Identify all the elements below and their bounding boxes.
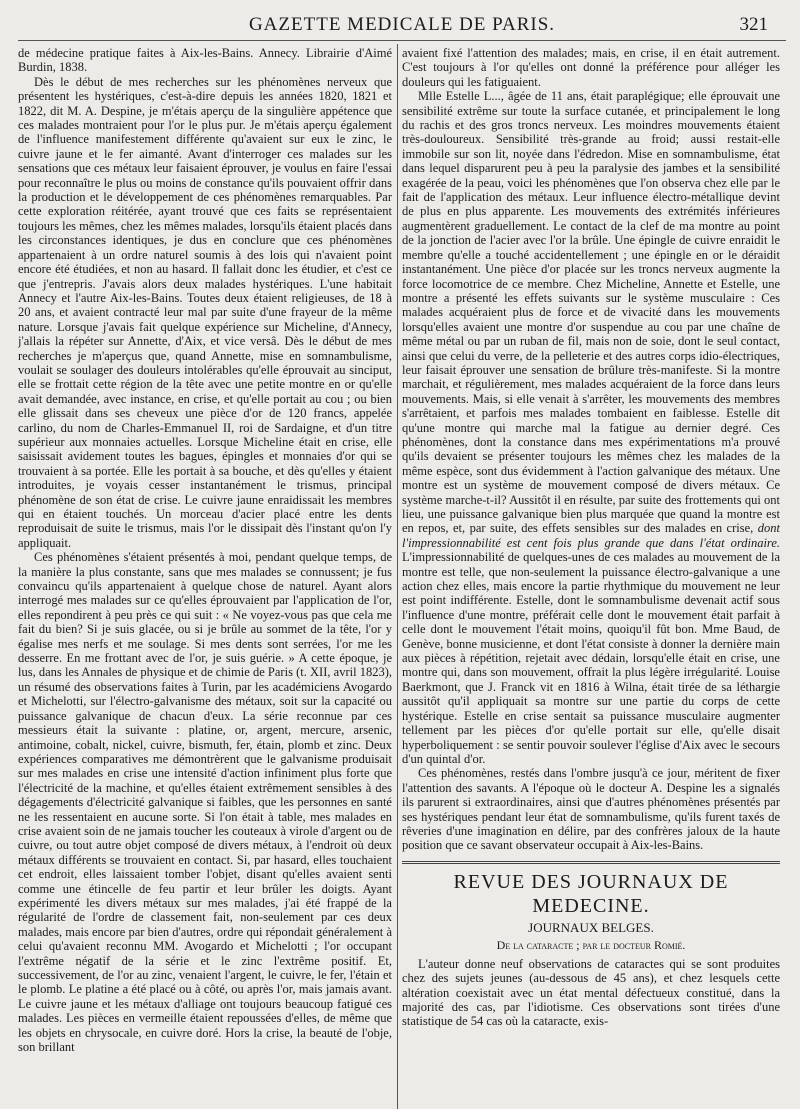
paragraph: L'auteur donne neuf observations de cataractes qui se sont produites chez des sujets jeunes (au-dessous de 45 ans), et chez lesquels cette altération coexistait avec un état mental défectueux constitué, dans la majorité des cas, par l'idiotisme. Ces observations sont tirées d'une statistique de 54 cas où la cataracte, exis- — [402, 956, 780, 1029]
paragraph: Ces phénomènes, restés dans l'ombre jusqu'à ce jour, méritent de fixer l'attention des savants. A l'époque où le docteur A. Despine les a signalés ils parurent si extraordinaires, ainsi que d'autres phénomènes présentés par ses hystériques pendant leur état de somnambulisme, qu'ils furent taxés de rêveries d'une imagination en délire, par des confrères jaloux de la haute position que ce savant observateur occupait à Aix-les-Bains. — [402, 766, 780, 853]
paragraph — [402, 89, 780, 766]
page-number: 321 — [739, 14, 768, 35]
paragraph-text: L'impressionnabilité de quelques-unes de ces malades au mouvement de la montre est telle, que non-seulement la puissance électro-galvanique a une action chez elles, mais encore la partie rhythmique du mouvement ne leur est point indifférente. Estelle, dont le somnambulisme devenait actif sous l'influence d'une montre, préférait celle dont le mouvement était parfait à celle dont le mouvement l'était moins, quoiqu'il fût bon. Mme Baud, de Genève, bonne musicienne, et dont l'état consiste à donner la dernière main aux pièces à répétition, rejetait avec dédain, lorsqu'elle était en crise, une montre qui, dans son mouvement, offrait la plus légère irrégularité. Louise Baerkmont, que J. Franck vit en 1816 à Wilna, était tirée de sa léthargie aussitôt qu'il appliquait sa montre sur une partie du corps de cette hystérique. Estelle en crise sentait sa puissance musculaire augmenter tellement par les pièces d'or qu'elle portait sur elle, qu'elle disait hyperboliquement : se sentir pouvoir soulever l'église d'Aix avec le secours d'un quintal d'or. — [402, 550, 780, 766]
paragraph-text: Mlle Estelle L..., âgée de 11 ans, était paraplégique; elle éprouvait une sensibilité extrême sur toute la surface cutanée, et principalement le long du rachis et des gros troncs nerveux. Les moindres mouvements étaient très-douloureux. Sensibilité très-grande au froid; aussi restait-elle immobile sur son lit, noyée dans l'édredon. Mise en somnambulisme, état dans lequel disparurent peu à peu la paralysie des jambes et la sensibilité exagérée de la peau, voici les phénomènes que l'on observa chez elle par le fait de l'application des métaux. Leur influence électro-métallique devint de plus en plus apparente. Les mouvements des extrémités inférieures augmentèrent graduellement. Le contact de la clef de ma montre au point de la jonction de l'acier avec l'or la brûle. Une épingle de cuivre enraidit le membre qu'elle a touché accidentellement ; une épingle en or le déraidit instantanément. Une pièce d'or placée sur les troncs nerveux augmente la force locomotrice de ce membre. Chez Micheline, Annette et Estelle, une montre a présenté les effets suivants sur le système musculaire : Ces malades acquéraient plus de force et de vivacité dans les mouvements lorsqu'elles avaient une montre d'or suspendue au cou par une chaîne de même métal ou par un ruban de fil, mais non de soie, dont le seul contact, ainsi que celui du verre, de la pelleterie et des autres corps idio-électriques, leur faisait éprouver une sensation de brûlure très-manifeste. Si la montre marchait, et régulièrement, mes malades acquéraient de la force dans leurs mouvements. Mais, si elle venait à s'arrêter, les mouvements des membres s'arrêtaient, et parfois mes malades tombaient en faiblesse. Estelle dit qu'une montre qui marche mal la fatigue au dernier degré. Ces phénomènes, dont la constance dans mes expérimentations m'a prouvé qu'ils devaient se présenter toujours les mêmes chez les malades de la même espèce, sont dus évidemment à l'action galvanique des métaux. Une montre est un système de mouvement composé de divers métaux. Ce système marche-t-il? Aussitôt il en résulte, par suite des frottements qui ont lieu, une puissance galvanique bien plus marquée que quand la montre est en repos, et, par suite, des effets sensibles sur des malades en crise, — [402, 89, 780, 536]
right-column — [402, 46, 780, 1105]
section-divider — [402, 861, 780, 864]
paragraph: Dès le début de mes recherches sur les phénomènes nerveux que présentent les hystériques, c'est-à-dire depuis les années 1820, 1821 et 1822, dit M. A. Despine, je m'étais aperçu de la singulière appétence que ces malades montraient pour l'or le plus pur. Je m'étais aperçu également de l'influence manifestement différente qu'avaient sur eux le zinc, le cuivre jaune et le fer aimanté. Avant d'interroger ces malades sur les sensations que ces métaux leur faisaient éprouver, je voulus en faire l'essai pour reconnaître le plus ou moins de constance qu'ils pouvaient offrir dans la production et le développement de ces phénomènes remarquables. Par cette exploration réitérée, ayant trouvé que ces faits se représentaient toujours les mêmes, chez les mêmes malades, lorsqu'ils étaient placés dans les circonstances identiques, je dus en conclure que ces phénomènes appartenaient à un ordre naturel soumis à des lois qui n'avaient point encore été étudiées, et non au hasard. Il fallait donc les étudier, et c'est ce que j'entrepris. J'avais alors deux malades hystériques. L'une habitait Annecy et l'autre Aix-les-Bains. Toutes deux étaient religieuses, de 18 à 20 ans, et avaient contracté leur mal par suite d'une frayeur de la même nature. Lorsque j'avais fait quelque expérience sur Micheline, d'Annecy, j'allais la répéter sur Annette, d'Aix, et vice versâ. Dès le début de mes recherches je m'aperçus que, quand Annette, mise en somnambulisme, voulait se soulager des douleurs intolérables qu'elle éprouvait au sinciput, elle se frottait cette région de la tête avec une petite montre en or qu'elle avait demandée, avec instance, en crise, et qu'elle portait au cou ; ou bien elle glissait dans ses cheveux une pièce d'or de 120 francs, appelée carlino, du nom de Charles-Emmanuel II, roi de Sardaigne, et d'un titre supérieur aux monnaies actuelles. Lorsque Micheline était en crise, elle saisissait avidement toutes les bagues, épingles et monnaies d'or qui se trouvaient à sa portée. Elle les portait à sa bouche, et dès qu'elles y étaient introduites, je voyais cesser instantanément le trismus, principal phénomène de son état de crise. Le cuivre jaune enraidissait les membres qui en étaient touchés. Un morceau d'acier placé entre les dents reproduisait de suite le trismus, mais l'or le dissipait dès l'instant qu'on l'y appliquait. — [18, 74, 392, 550]
section-subtitle: JOURNAUX BELGES. — [528, 919, 654, 935]
page-header — [18, 10, 786, 41]
citation-continuation: de médecine pratique faites à Aix-les-Bains. Annecy. Librairie d'Aimé Burdin, 1838. — [18, 46, 392, 75]
paragraph: Ces phénomènes s'étaient présentés à moi, pendant quelque temps, de la manière la plus constante, sans que mes malades se connussent; je fus convaincu qu'ils appartenaient à quelque chose de naturel. Ayant alors interrogé mes malades sur ce qu'elles éprouvaient par l'application de l'or, elles repondirent à peu près ce qui suit : « Ne voyez-vous pas que cela me fait du bien? Si je suis glacée, ou si je brûle au sommet de la tête, l'or y égalise mes nerfs et me soulage. Si mes dents sont serrées, l'or me les desserre. En me frottant avec de l'or, je suis guérie. » A cette époque, je lus, dans les Annales de physique et de chimie de Paris (t. XII, avril 1823), un résumé des observations faites à Turin, par les académiciens Avogardo et Michelotti, sur l'électro-galvanisme des métaux, soit sur la capacité ou puissance galvanique de chacun d'eux. La série reconnue par ces messieurs était la suivante : platine, or, argent, mercure, arsenic, antimoine, cobalt, nickel, cuivre, bismuth, fer, étain, plomb et zinc. Deux expériences comparatives me démontrèrent que le galvanisme produisait sur mes malades en crise une intensité d'action infiniment plus forte que l'électricité de la machine, et qu'elles étaient extrêmement sensibles à des dégagements d'électricité galvanique si faibles, que les personnes en santé ne les ressentaient en aucune sorte. Si l'on était à table, mes malades en crise avaient soin de ne jamais toucher les couteaux à virole d'argent ou de cuivre, ou tout autre objet composé de divers métaux, à l'endroit où deux métaux différents se trouvaient en contact. Si, par hasard, elles touchaient cet endroit, elles laissaient tomber l'objet, disant qu'elles avaient senti comme une étincelle de feu partir et leur brûler les doigts. Ayant expérimenté les divers métaux sur mes malades, j'ai été frappé de la régularité de l'ordre de classement fait, non-seulement par ces deux malades, mais encore par bien d'autres, ordre qui répondait généralement à celui qu'avaient reconnu MM. Avogardo et Michelotti ; l'or occupant l'extrême négatif de la série et le zinc l'extrême positif. Et, successivement, de l'or au zinc, venaient l'argent, le cuivre, le fer, l'étain et le plomb. Le platine a été placé ou à côté, ou après l'or, mais jamais avant. Le cuivre jaune et les métaux d'alliage ont toujours beaucoup fatigué ces malades. Les pièces en vermeille étaient repoussées d'elles, de même que les objets en chrysocale, en cuivre doré. Hors la crise, la beauté de l'obje, son brillant — [18, 550, 392, 1055]
section-title: REVUE DES JOURNAUX DE MEDECINE. — [453, 870, 729, 917]
journal-title: GAZETTE MEDICALE DE PARIS. — [248, 14, 556, 35]
article-title: De la cataracte ; par le docteur Romié. — [496, 937, 686, 952]
italic-emphasis: dont l'impressionnabilité est cent fois plus grande que dans l'état ordinaire. — [402, 521, 780, 550]
paragraph: avaient fixé l'attention des malades; mais, en crise, il en était autrement. C'est toujours à l'or qu'elles ont donné la préférence pour alléger les douleurs qui les fatiguaient. — [402, 46, 780, 89]
column-divider — [397, 44, 398, 1109]
left-column — [18, 46, 392, 1105]
